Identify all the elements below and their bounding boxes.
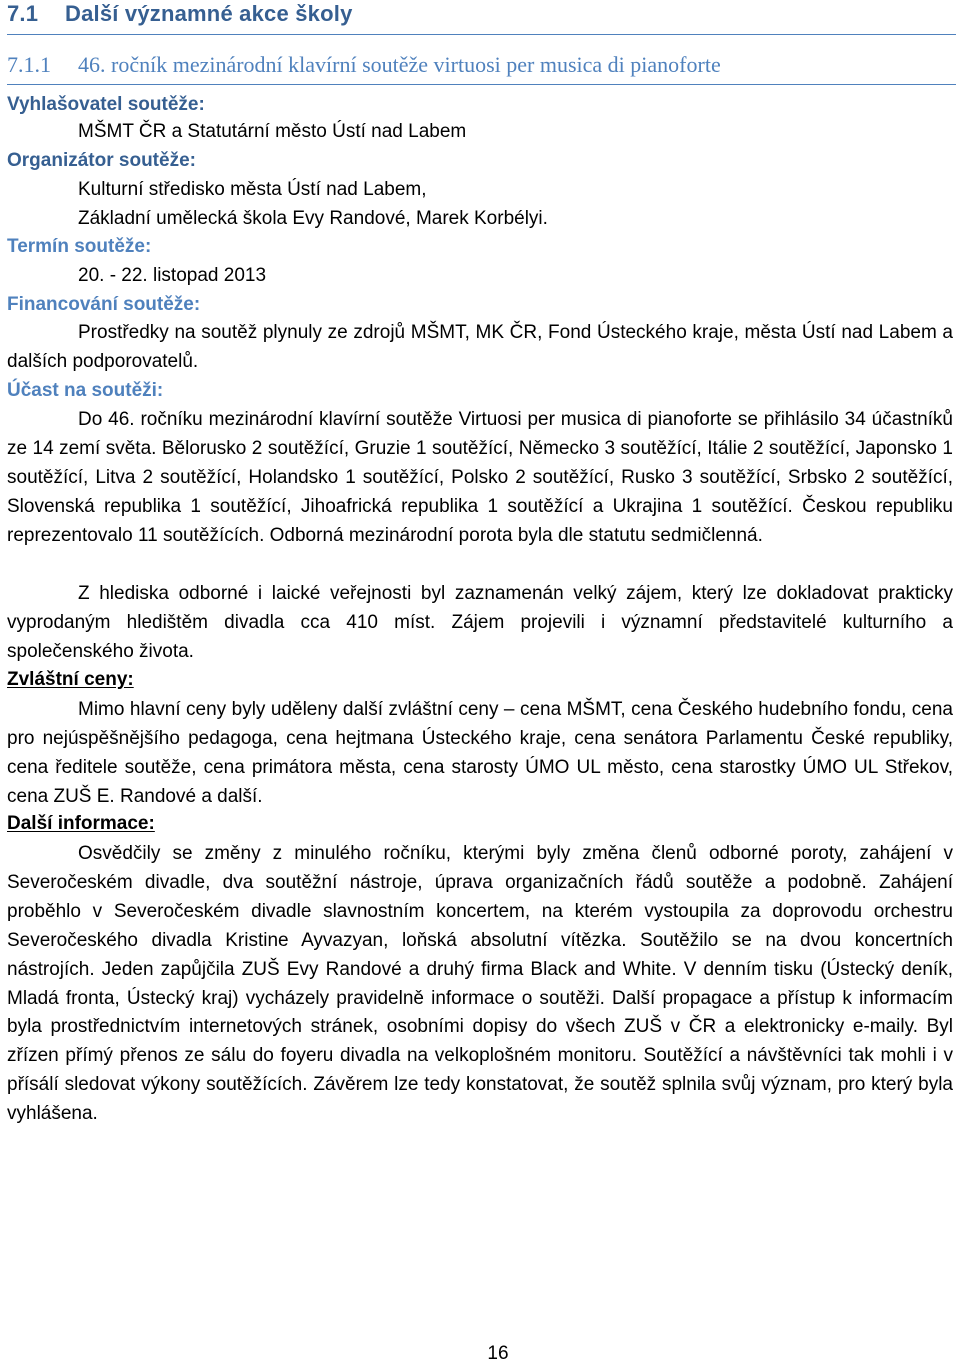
zvlastni-label: Zvláštní ceny: [7, 669, 134, 690]
dalsi-label: Další informace: [7, 813, 155, 834]
termin-label: Termín soutěže: [7, 236, 152, 257]
page-number: 16 [487, 1343, 509, 1364]
ucast-label: Účast na soutěži: [7, 380, 164, 401]
ucast-text: Do 46. ročníku mezinárodní klavírní soutěže Virtuosi per musica di pianoforte se přihlásilo 34 účastníků ze 14 zemí světa. Bělorusko 2 soutěžící, Gruzie 1 soutěžící, Německo 3 soutěžící, Itálie 2 soutěžící, Japonsko 1 soutěžící, Litva 2 soutěžící, Holandsko 1 soutěžící, Polsko 2 soutěžící, Rusko 3 soutěžící, Srbsko 2 soutěžící, Slovenská republika 1 soutěžící, Jihoafrická republika 1 soutěžící a Ukrajina 1 soutěžící. Českou republiku reprezentovalo 11 soutěžících. Odborná mezinárodní porota byla dle statutu sedmičlenná. [7, 409, 953, 546]
organizator-label: Organizátor soutěže: [7, 150, 196, 171]
dalsi-text: Osvědčily se změny z minulého ročníku, kterými byly změna členů odborné poroty, zahájení v Severočeském divadle, dva soutěžní nástroje, úprava organizačních řádů soutěže a podobně. Zahájení proběhlo v Severočeském divadle slavnostním koncertem, na kterém vystoupila za doprovodu orchestru Severočeského divadla Kristine Ayvazyan, loňská absolutní vítězka. Soutěžilo se na dvou koncertních nástrojích. Jeden zapůjčila ZUŠ Evy Randové a druhý firma Black and White. V denním tisku (Ústecký deník, Mladá fronta, Ústecký kraj) vycházely pravidelně informace o soutěži. Další propagace a přístup k informacím byla prostřednictvím internetových stránek, osobními dopisy do všech ZUŠ v ČR a elektronicky e-maily. Byl zřízen přímý přenos ze sálu do foyeru divadla na velkoplošném monitoru. Soutěžící a návštěvníci tak mohli i v přísálí sledovat výkony soutěžících. Závěrem lze tedy konstatovat, že soutěž splnila svůj význam, pro který byla vyhlášena. [7, 843, 953, 1125]
vyhlasovatel-value: MŠMT ČR a Statutární město Ústí nad Labem [78, 121, 467, 142]
financovani-text: Prostředky na soutěž plynuly ze zdrojů MŠMT, MK ČR, Fond Ústeckého kraje, města Ústí nad Labem a dalších podporovatelů. [7, 322, 953, 372]
section-title: Další významné akce školy [65, 1, 353, 26]
section-number: 7.1 [7, 1, 39, 26]
subsection-title: 46. ročník mezinárodní klavírní soutěže virtuosi per musica di pianoforte [78, 52, 721, 77]
vyhlasovatel-label: Vyhlašovatel soutěže: [7, 94, 205, 115]
subsection-number: 7.1.1 [7, 52, 51, 77]
organizator-line-2: Základní umělecká škola Evy Randové, Marek Korbélyi. [78, 208, 548, 229]
organizator-line-1: Kulturní středisko města Ústí nad Labem, [78, 179, 427, 200]
financovani-label: Financování soutěže: [7, 294, 201, 315]
zvlastni-text: Mimo hlavní ceny byly uděleny další zvláštní ceny – cena MŠMT, cena Českého hudebního fondu, cena pro nejúspěšnějšího pedagoga, cena hejtmana Ústeckého kraje, cena senátora Parlamentu České republiky, cena ředitele soutěže, cena primátora města, cena starosty ÚMO UL město, cena starostky ÚMO UL Střekov, cena ZUŠ E. Randové a další. [7, 699, 953, 807]
subsection-heading [7, 52, 721, 78]
ucast-text-2: Z hlediska odborné i laické veřejnosti byl zaznamenán velký zájem, který lze dokladovat prakticky vyprodaným hledištěm divadla cca 410 míst. Zájem projevili i významní představitelé kulturního a společenského života. [7, 583, 953, 662]
heading-underline [7, 34, 956, 35]
termin-value: 20. - 22. listopad 2013 [78, 265, 267, 286]
section-heading [7, 1, 353, 27]
subheading-underline [7, 84, 956, 85]
